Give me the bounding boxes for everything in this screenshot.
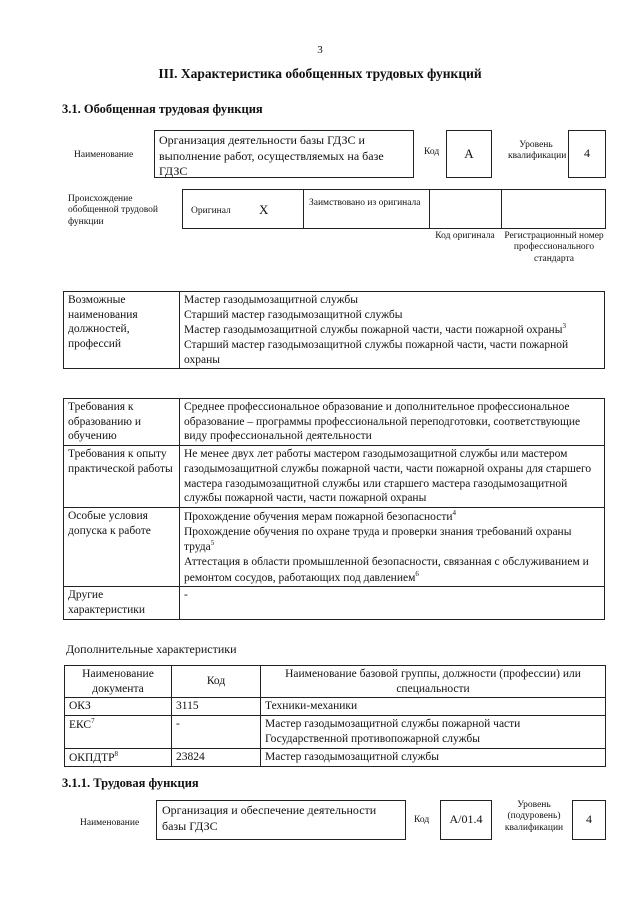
code-cell: - — [172, 716, 261, 748]
section-title: III. Характеристика обобщенных трудовых функций — [158, 66, 482, 81]
requirements-table — [63, 398, 605, 620]
general-function-heading: 3.1. Обобщенная трудовая функция — [62, 102, 263, 116]
footnote-ref: 5 — [210, 539, 215, 548]
gf-code-value: А — [446, 130, 492, 178]
table-row — [65, 748, 606, 767]
other-value: - — [180, 587, 605, 619]
gf-origin-code-label: Код оригинала — [435, 231, 495, 241]
gf-reg-number-label: Регистрационный номер профессионального стандарта — [504, 231, 604, 264]
position-item: Старший мастер газодымозащитной службы пожарной части, части пожарной охраны — [184, 338, 569, 366]
conditions-label: Особые условия допуска к работе — [64, 508, 180, 587]
education-label: Требования к образованию и обучению — [64, 399, 180, 446]
gf-borrowed-label: Заимствовано из оригинала — [309, 198, 421, 208]
table-row — [65, 698, 606, 716]
page-number: 3 — [317, 44, 323, 56]
experience-value: Не менее двух лет работы мастером газодымозащитной службы или мастером газодымозащитной службы пожарной части, части пожарной охраны для старшего мастера газодымозащитной службы или старшего мастера газодымозащитной службы пожарной части, части пожарной охраны — [180, 446, 605, 508]
header-name: Наименование базовой группы, должности (профессии) или специальности — [261, 666, 606, 698]
name-cell: Мастер газодымозащитной службы пожарной части Государственной противопожарной службы — [261, 716, 606, 748]
gf-original-mark: X — [259, 202, 269, 217]
gf-code-label: Код — [424, 147, 440, 157]
gf-origin-label: Происхождение обобщенной трудовой функции — [68, 194, 158, 227]
positions-table — [63, 291, 605, 369]
doc-cell: ОКЗ — [65, 698, 172, 716]
doc-cell: ОКПДТР$^8$ — [65, 748, 172, 767]
education-value: Среднее профессиональное образование и дополнительное профессиональное образование – программы профессиональной переподготовки, соответствующие виду профессиональной деятельности — [180, 399, 605, 446]
footnote-ref: 4 — [452, 509, 457, 518]
position-item: Старший мастер газодымозащитной службы — [184, 308, 403, 321]
name-cell: Техники-механики — [261, 698, 606, 716]
position-item: Мастер газодымозащитной службы — [184, 294, 358, 306]
gf-level-value: 4 — [568, 130, 606, 178]
other-label: Другие характеристики — [64, 587, 180, 619]
experience-label: Требования к опыту практической работы — [64, 446, 180, 508]
gf-original-label: Оригинал — [191, 206, 231, 216]
gf-origin-table — [182, 189, 606, 229]
gf-level-label: Уровень квалификации — [508, 140, 567, 162]
lf-level-value: 4 — [572, 800, 606, 840]
positions-list — [180, 292, 605, 369]
additional-heading: Дополнительные характеристики — [66, 642, 237, 656]
lf-code-value: A/01.4 — [440, 800, 492, 840]
lf-name-value: Организация и обеспечение деятельности базы ГДЗС — [156, 800, 406, 840]
lf-code-label: Код — [414, 815, 430, 825]
position-item: Мастер газодымозащитной службы пожарной части, части пожарной охраны$^3$ — [184, 322, 566, 337]
conditions-value: Прохождение обучения мерам пожарной безопасности$^4$ Прохождение обучения по охране труда и проверки знания требований охраны труда$^5$ Аттестация в области промышленной безопасности, связанная с обслуживанием и ремонтом сосудов, работающих под давлением$^6$ — [180, 508, 605, 587]
footnote-ref: 8 — [114, 749, 119, 758]
doc-cell: ЕКС$^7$ — [65, 716, 172, 748]
footnote-ref: 3 — [562, 322, 566, 331]
additional-table — [64, 665, 606, 767]
header-document: Наименование документа — [65, 666, 172, 698]
code-cell: 3115 — [172, 698, 261, 716]
table-row — [65, 716, 606, 748]
gf-name-value: Организация деятельности базы ГДЗС и выполнение работ, осуществляемых на базе ГДЗС — [154, 130, 414, 178]
code-cell: 23824 — [172, 748, 261, 767]
positions-label: Возможные наименования должностей, профессий — [64, 292, 180, 369]
footnote-ref: 7 — [91, 717, 95, 726]
lf-name-label: Наименование — [80, 818, 140, 828]
header-code: Код — [172, 666, 261, 698]
name-cell: Мастер газодымозащитной службы — [261, 748, 606, 767]
footnote-ref: 6 — [415, 569, 419, 578]
gf-name-label: Наименование — [74, 150, 134, 160]
labor-function-heading: 3.1.1. Трудовая функция — [62, 776, 199, 790]
lf-level-label: Уровень (подуровень) квалификации — [504, 800, 564, 833]
